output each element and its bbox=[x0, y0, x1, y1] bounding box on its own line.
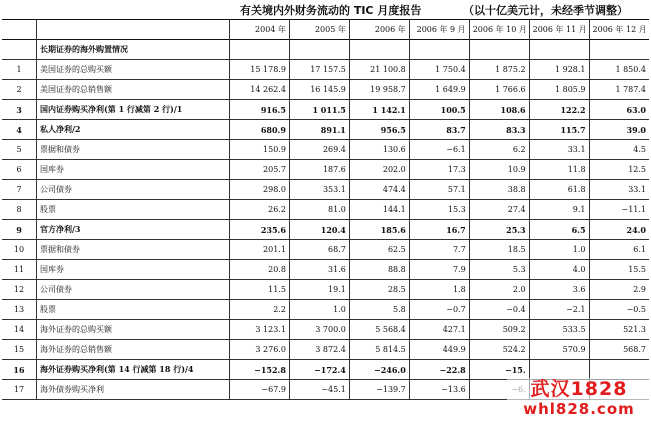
value-cell: 14 262.4 bbox=[230, 80, 290, 100]
value-cell: 533.5 bbox=[529, 320, 589, 340]
empty-cell bbox=[230, 40, 290, 60]
value-cell: −11.1 bbox=[589, 200, 649, 220]
empty-cell bbox=[409, 40, 469, 60]
value-cell: −2.1 bbox=[529, 300, 589, 320]
value-cell: 57.1 bbox=[409, 180, 469, 200]
value-cell: 891.1 bbox=[289, 120, 349, 140]
value-cell: 353.1 bbox=[289, 180, 349, 200]
row-number: 5 bbox=[2, 140, 37, 160]
value-cell: 12.5 bbox=[589, 160, 649, 180]
value-cell: 15.5 bbox=[589, 260, 649, 280]
watermark-line2: whl828.com bbox=[523, 400, 635, 418]
value-cell: 5 814.5 bbox=[349, 340, 409, 360]
value-cell: 427.1 bbox=[409, 320, 469, 340]
value-cell: 33.1 bbox=[589, 180, 649, 200]
value-cell: 100.5 bbox=[409, 100, 469, 120]
table-row bbox=[2, 160, 649, 180]
value-cell: 15 178.9 bbox=[230, 60, 290, 80]
value-cell: 5.3 bbox=[469, 260, 529, 280]
value-cell: 88.8 bbox=[349, 260, 409, 280]
value-cell: 26.2 bbox=[230, 200, 290, 220]
row-number: 8 bbox=[2, 200, 37, 220]
column-header: 2006 年 12 月 bbox=[589, 20, 649, 40]
value-cell: 205.7 bbox=[230, 160, 290, 180]
value-cell: 5.8 bbox=[349, 300, 409, 320]
table-row bbox=[2, 140, 649, 160]
value-cell: 6.1 bbox=[589, 240, 649, 260]
row-number: 13 bbox=[2, 300, 37, 320]
value-cell: 11.8 bbox=[529, 160, 589, 180]
value-cell: −139.7 bbox=[349, 380, 409, 400]
value-cell: 39.0 bbox=[589, 120, 649, 140]
row-number: 17 bbox=[2, 380, 37, 400]
value-cell: 31.6 bbox=[289, 260, 349, 280]
row-number: 1 bbox=[2, 60, 37, 80]
value-cell: 9.1 bbox=[529, 200, 589, 220]
section-num-cell bbox=[2, 40, 37, 60]
row-label: 国内证券购买净利(第 1 行减第 2 行)/1 bbox=[37, 100, 230, 120]
value-cell: 521.3 bbox=[589, 320, 649, 340]
value-cell: −67.9 bbox=[230, 380, 290, 400]
row-number: 9 bbox=[2, 220, 37, 240]
value-cell: 2.0 bbox=[469, 280, 529, 300]
table-row bbox=[2, 60, 649, 80]
value-cell: −0.4 bbox=[469, 300, 529, 320]
value-cell: 298.0 bbox=[230, 180, 290, 200]
value-cell: −0.7 bbox=[409, 300, 469, 320]
row-number: 16 bbox=[2, 360, 37, 380]
row-label: 官方净利/3 bbox=[37, 220, 230, 240]
value-cell: 122.2 bbox=[529, 100, 589, 120]
column-header: 2006 年 9 月 bbox=[409, 20, 469, 40]
value-cell: 16.7 bbox=[409, 220, 469, 240]
value-cell: 62.5 bbox=[349, 240, 409, 260]
column-header: 2005 年 bbox=[289, 20, 349, 40]
value-cell: 21 100.8 bbox=[349, 60, 409, 80]
empty-cell bbox=[349, 40, 409, 60]
row-number: 2 bbox=[2, 80, 37, 100]
tic-report-table bbox=[2, 19, 649, 400]
column-header: 2006 年 10 月 bbox=[469, 20, 529, 40]
table-row bbox=[2, 240, 649, 260]
document-title: 有关境内外财务流动的 TIC 月度报告 bbox=[240, 4, 422, 17]
value-cell: 20.8 bbox=[230, 260, 290, 280]
value-cell: 33.1 bbox=[529, 140, 589, 160]
value-cell: 235.6 bbox=[230, 220, 290, 240]
value-cell: 3 700.0 bbox=[289, 320, 349, 340]
table-row bbox=[2, 300, 649, 320]
value-cell: 187.6 bbox=[289, 160, 349, 180]
value-cell: 2.9 bbox=[589, 280, 649, 300]
table-row bbox=[2, 360, 649, 380]
table-row bbox=[2, 320, 649, 340]
row-label: 票据和债券 bbox=[37, 140, 230, 160]
row-label: 股票 bbox=[37, 200, 230, 220]
row-number: 7 bbox=[2, 180, 37, 200]
value-cell: 201.1 bbox=[230, 240, 290, 260]
table-row bbox=[2, 200, 649, 220]
table-row bbox=[2, 220, 649, 240]
table-row bbox=[2, 100, 649, 120]
value-cell: 3 872.4 bbox=[289, 340, 349, 360]
table-row bbox=[2, 120, 649, 140]
value-cell: −0.5 bbox=[589, 300, 649, 320]
row-label: 股票 bbox=[37, 300, 230, 320]
value-cell: 1 850.4 bbox=[589, 60, 649, 80]
value-cell: 680.9 bbox=[230, 120, 290, 140]
value-cell: 1.0 bbox=[289, 300, 349, 320]
value-cell: 144.1 bbox=[349, 200, 409, 220]
value-cell: 38.8 bbox=[469, 180, 529, 200]
row-label: 公司债券 bbox=[37, 180, 230, 200]
row-number: 12 bbox=[2, 280, 37, 300]
column-header: 2004 年 bbox=[230, 20, 290, 40]
value-cell: 3 123.1 bbox=[230, 320, 290, 340]
value-cell: 150.9 bbox=[230, 140, 290, 160]
table-row bbox=[2, 280, 649, 300]
value-cell: 4.5 bbox=[589, 140, 649, 160]
value-cell: 108.6 bbox=[469, 100, 529, 120]
row-number: 10 bbox=[2, 240, 37, 260]
value-cell: 28.5 bbox=[349, 280, 409, 300]
value-cell: 3 276.0 bbox=[230, 340, 290, 360]
value-cell: 956.5 bbox=[349, 120, 409, 140]
value-cell: 185.6 bbox=[349, 220, 409, 240]
value-cell: 202.0 bbox=[349, 160, 409, 180]
header-row bbox=[2, 20, 649, 40]
value-cell: −152.8 bbox=[230, 360, 290, 380]
value-cell: 19 958.7 bbox=[349, 80, 409, 100]
empty-cell bbox=[289, 40, 349, 60]
value-cell: 6.2 bbox=[469, 140, 529, 160]
value-cell: −45.1 bbox=[289, 380, 349, 400]
row-number: 4 bbox=[2, 120, 37, 140]
value-cell: 19.1 bbox=[289, 280, 349, 300]
row-label: 海外证券的总购买额 bbox=[37, 320, 230, 340]
value-cell: 68.7 bbox=[289, 240, 349, 260]
value-cell: 10.9 bbox=[469, 160, 529, 180]
row-number: 14 bbox=[2, 320, 37, 340]
row-number: 6 bbox=[2, 160, 37, 180]
row-label: 公司债券 bbox=[37, 280, 230, 300]
value-cell: 474.4 bbox=[349, 180, 409, 200]
row-label: 国库券 bbox=[37, 260, 230, 280]
value-cell: 5 568.4 bbox=[349, 320, 409, 340]
column-header: 2006 年 bbox=[349, 20, 409, 40]
value-cell: −22.8 bbox=[409, 360, 469, 380]
value-cell: 63.0 bbox=[589, 100, 649, 120]
value-cell: 1 011.5 bbox=[289, 100, 349, 120]
value-cell: 6.5 bbox=[529, 220, 589, 240]
row-number: 11 bbox=[2, 260, 37, 280]
value-cell: −6.1 bbox=[409, 140, 469, 160]
empty-cell bbox=[589, 40, 649, 60]
empty-cell bbox=[469, 40, 529, 60]
value-cell: 1 142.1 bbox=[349, 100, 409, 120]
value-cell: −15. bbox=[469, 360, 529, 380]
value-cell: 1 750.4 bbox=[409, 60, 469, 80]
table-row bbox=[2, 80, 649, 100]
site-watermark bbox=[507, 378, 651, 423]
section-row bbox=[2, 40, 649, 60]
table-row bbox=[2, 180, 649, 200]
value-cell: 1 766.6 bbox=[469, 80, 529, 100]
value-cell: 17 157.5 bbox=[289, 60, 349, 80]
value-cell bbox=[529, 360, 589, 380]
header-label-cell bbox=[37, 20, 230, 40]
value-cell: 120.4 bbox=[289, 220, 349, 240]
value-cell: 568.7 bbox=[589, 340, 649, 360]
row-label: 票据和债券 bbox=[37, 240, 230, 260]
value-cell: 15.3 bbox=[409, 200, 469, 220]
value-cell: 24.0 bbox=[589, 220, 649, 240]
value-cell: 524.2 bbox=[469, 340, 529, 360]
value-cell: 83.3 bbox=[469, 120, 529, 140]
empty-cell bbox=[529, 40, 589, 60]
column-header: 2006 年 11 月 bbox=[529, 20, 589, 40]
value-cell: 449.9 bbox=[409, 340, 469, 360]
row-number: 15 bbox=[2, 340, 37, 360]
value-cell: 7.7 bbox=[409, 240, 469, 260]
value-cell: 1.0 bbox=[529, 240, 589, 260]
value-cell: 83.7 bbox=[409, 120, 469, 140]
value-cell: 1 649.9 bbox=[409, 80, 469, 100]
row-label: 美国证券的总购买额 bbox=[37, 60, 230, 80]
value-cell bbox=[589, 360, 649, 380]
section-label: 长期证券的海外购置情况 bbox=[37, 40, 230, 60]
value-cell: 1 875.2 bbox=[469, 60, 529, 80]
row-label: 美国证券的总销售额 bbox=[37, 80, 230, 100]
value-cell: 509.2 bbox=[469, 320, 529, 340]
header-num-cell bbox=[2, 20, 37, 40]
value-cell: 130.6 bbox=[349, 140, 409, 160]
value-cell: 1 928.1 bbox=[529, 60, 589, 80]
table-row bbox=[2, 340, 649, 360]
value-cell: 27.4 bbox=[469, 200, 529, 220]
row-label: 私人净利/2 bbox=[37, 120, 230, 140]
row-label: 海外债券购买净利 bbox=[37, 380, 230, 400]
value-cell: 81.0 bbox=[289, 200, 349, 220]
value-cell: 7.9 bbox=[409, 260, 469, 280]
value-cell: −13.6 bbox=[409, 380, 469, 400]
value-cell: 11.5 bbox=[230, 280, 290, 300]
value-cell: 115.7 bbox=[529, 120, 589, 140]
watermark-line1: 武汉1828 bbox=[530, 378, 628, 400]
value-cell: 61.8 bbox=[529, 180, 589, 200]
value-cell: 570.9 bbox=[529, 340, 589, 360]
value-cell: 1.8 bbox=[409, 280, 469, 300]
value-cell: −172.4 bbox=[289, 360, 349, 380]
value-cell: 25.3 bbox=[469, 220, 529, 240]
value-cell: 1 787.4 bbox=[589, 80, 649, 100]
value-cell: 16 145.9 bbox=[289, 80, 349, 100]
row-label: 海外证券的总销售额 bbox=[37, 340, 230, 360]
value-cell: 3.6 bbox=[529, 280, 589, 300]
unit-note: （以十亿美元计，未经季节调整） bbox=[463, 4, 628, 17]
table-row bbox=[2, 260, 649, 280]
value-cell: 4.0 bbox=[529, 260, 589, 280]
value-cell: −246.0 bbox=[349, 360, 409, 380]
value-cell: 916.5 bbox=[230, 100, 290, 120]
value-cell: 269.4 bbox=[289, 140, 349, 160]
value-cell: 17.3 bbox=[409, 160, 469, 180]
value-cell: 18.5 bbox=[469, 240, 529, 260]
value-cell: 2.2 bbox=[230, 300, 290, 320]
row-number: 3 bbox=[2, 100, 37, 120]
row-label: 国库券 bbox=[37, 160, 230, 180]
row-label: 海外证券购买净利(第 14 行减第 18 行)/4 bbox=[37, 360, 230, 380]
value-cell: 1 805.9 bbox=[529, 80, 589, 100]
